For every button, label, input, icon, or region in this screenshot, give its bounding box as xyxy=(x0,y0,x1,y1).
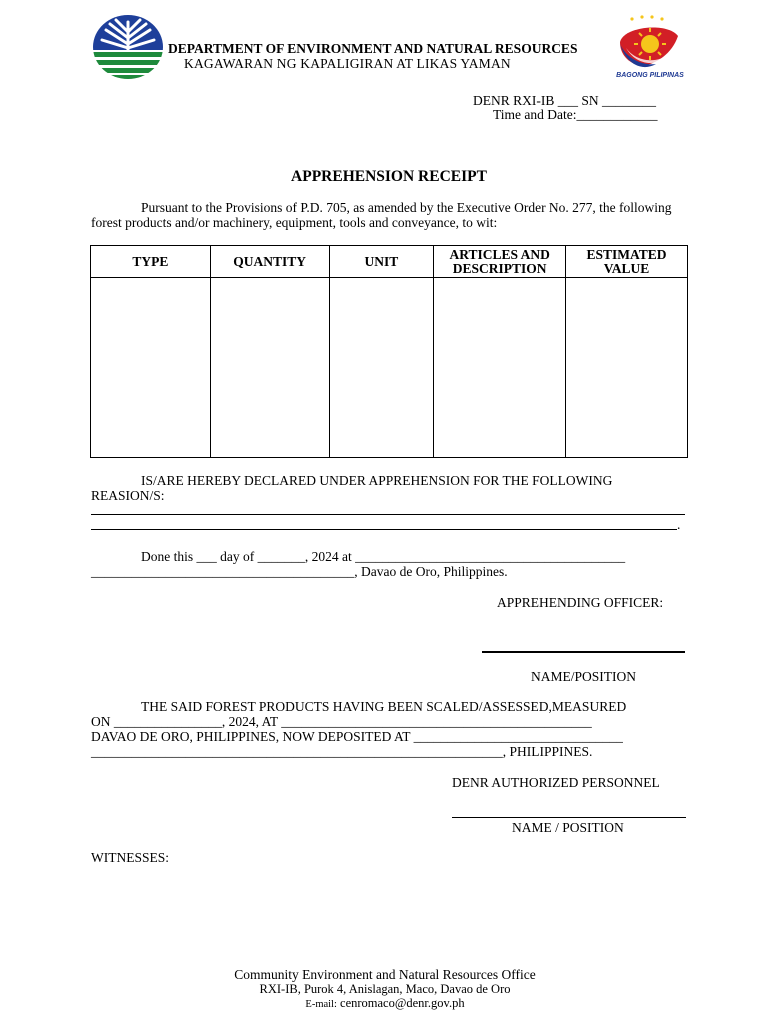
cell-articles[interactable] xyxy=(434,278,566,458)
officer-signature-line[interactable] xyxy=(482,651,685,653)
done-text-1: Done this ___ day of _______, 2024 at ________________________________________ xyxy=(141,549,626,564)
bagong-pilipinas-caption: BAGONG PILIPINAS xyxy=(616,72,684,79)
table-header-row xyxy=(91,246,688,278)
col-unit: UNIT xyxy=(329,246,434,278)
denr-seal-icon xyxy=(92,14,164,80)
denr-authorized-label: DENR AUTHORIZED PERSONNEL xyxy=(452,775,660,790)
scaled-line-2: ON ________________, 2024, AT ______________________________________________ xyxy=(91,714,592,729)
done-line-2: _______________________________________, Davao de Oro, Philippines. xyxy=(91,564,508,579)
intro-text: Pursuant to the Provisions of P.D. 705, as amended by the Executive Order No. 277, the following forest products and/or machinery, equipment, tools and conveyance, to wit: xyxy=(91,200,672,230)
declaration-paragraph xyxy=(91,473,685,503)
footer-office: Community Environment and Natural Resources Office xyxy=(234,967,536,982)
bagong-pilipinas-logo-icon xyxy=(612,14,690,80)
footer-email-row xyxy=(0,996,768,1011)
cell-estimated-value[interactable] xyxy=(566,278,688,458)
reference-number: DENR RXI-IB ___ SN ________ xyxy=(473,93,657,108)
authorized-signature-line[interactable] xyxy=(452,817,686,818)
table-row xyxy=(91,278,688,458)
name-position-label-1: NAME/POSITION xyxy=(531,669,637,684)
cell-unit[interactable] xyxy=(329,278,434,458)
footer-email[interactable]: cenromaco@denr.gov.ph xyxy=(340,996,465,1010)
scaled-paragraph xyxy=(91,699,691,759)
scaled-line-3: DAVAO DE ORO, PHILIPPINES, NOW DEPOSITED AT _______________________________ xyxy=(91,729,623,744)
done-line-1 xyxy=(91,549,691,565)
items-table xyxy=(90,245,688,458)
reason-line-2[interactable] xyxy=(91,529,677,530)
name-position-label-2: NAME / POSITION xyxy=(512,820,624,835)
footer-email-label: E-mail: xyxy=(305,999,337,1010)
intro-paragraph xyxy=(91,200,685,230)
witnesses-label: WITNESSES: xyxy=(91,850,170,865)
apprehending-officer-label: APPREHENDING OFFICER: xyxy=(497,595,664,610)
cell-type[interactable] xyxy=(91,278,211,458)
scaled-line-1 xyxy=(91,699,691,714)
document-title: APPREHENSION RECEIPT xyxy=(291,168,487,185)
col-estimated-value: ESTIMATED VALUE xyxy=(566,246,688,278)
scaled-line-4: _____________________________________________________________, PHILIPPINES. xyxy=(91,744,593,759)
col-articles: ARTICLES AND DESCRIPTION xyxy=(434,246,566,278)
reason-line-1[interactable] xyxy=(91,514,685,515)
scaled-text-1: THE SAID FOREST PRODUCTS HAVING BEEN SCALED/ASSESSED,MEASURED xyxy=(141,699,627,714)
reason-end: . xyxy=(677,517,681,532)
footer-address: RXI-IB, Purok 4, Anislagan, Maco, Davao de Oro xyxy=(259,982,511,996)
col-quantity: QUANTITY xyxy=(210,246,329,278)
col-type: TYPE xyxy=(91,246,211,278)
department-name-tagalog: KAGAWARAN NG KAPALIGIRAN AT LIKAS YAMAN xyxy=(184,56,511,71)
department-name: DEPARTMENT OF ENVIRONMENT AND NATURAL RESOURCES xyxy=(168,41,578,56)
cell-quantity[interactable] xyxy=(210,278,329,458)
declaration-text: IS/ARE HEREBY DECLARED UNDER APPREHENSION FOR THE FOLLOWING REASION/S: xyxy=(91,473,613,503)
time-and-date: Time and Date:____________ xyxy=(493,107,658,122)
